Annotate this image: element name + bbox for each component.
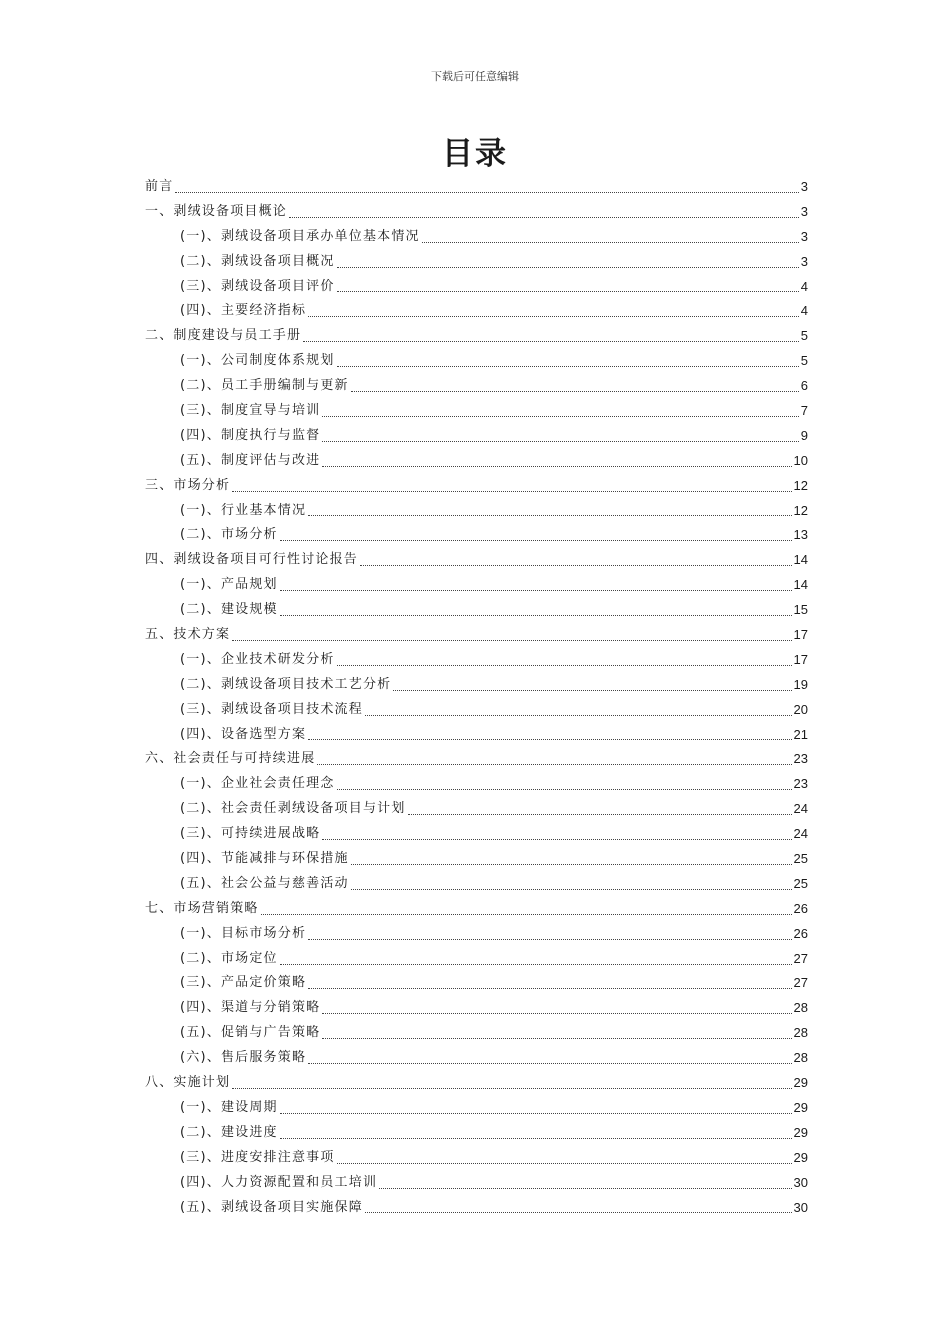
toc-entry-title: (一)、企业社会责任理念	[180, 776, 335, 792]
toc-page-number: 30	[793, 1199, 808, 1215]
toc-dot-leader	[289, 216, 799, 218]
toc-page-number: 12	[793, 477, 808, 493]
toc-entry[interactable]	[145, 548, 808, 573]
toc-dot-leader	[232, 1087, 791, 1089]
toc-page-number: 6	[800, 378, 808, 394]
toc-entry-title: (二)、剥绒设备项目概况	[180, 253, 335, 269]
toc-dot-leader	[379, 1187, 791, 1189]
toc-page-number: 26	[793, 900, 808, 916]
toc-entry-title: 五、技术方案	[145, 627, 231, 643]
toc-page-number: 29	[793, 1075, 808, 1091]
toc-page-number: 17	[793, 627, 808, 643]
toc-entry[interactable]	[145, 299, 808, 324]
toc-entry[interactable]	[145, 972, 808, 997]
toc-dot-leader	[303, 340, 799, 342]
toc-page-number: 15	[793, 602, 808, 618]
toc-dot-leader	[337, 365, 799, 367]
toc-entry[interactable]	[145, 1121, 808, 1146]
toc-entry[interactable]	[145, 598, 808, 623]
toc-entry[interactable]	[145, 897, 808, 922]
toc-entry-title: 前言	[145, 178, 174, 194]
toc-entry-title: 八、实施计划	[145, 1075, 231, 1091]
toc-dot-leader	[308, 315, 799, 317]
page-title: 目录	[442, 136, 508, 172]
toc-page-number: 9	[800, 427, 808, 443]
toc-dot-leader	[308, 1062, 791, 1064]
table-of-contents	[145, 175, 808, 1220]
toc-page-number: 3	[800, 203, 808, 219]
toc-dot-leader	[308, 514, 791, 516]
toc-entry-title: (二)、市场定位	[180, 950, 278, 966]
toc-page-number: 23	[793, 751, 808, 767]
toc-entry-title: (四)、设备选型方案	[180, 726, 307, 742]
toc-dot-leader	[175, 191, 798, 193]
toc-entry-title: (四)、渠道与分销策略	[180, 1000, 321, 1016]
toc-entry-title: (三)、可持续进展战略	[180, 826, 321, 842]
toc-entry[interactable]	[145, 673, 808, 698]
toc-entry-title: 七、市场营销策略	[145, 900, 259, 916]
toc-entry-title: (二)、建设规模	[180, 602, 278, 618]
toc-entry-title: (一)、公司制度体系规划	[180, 353, 335, 369]
toc-entry[interactable]	[145, 822, 808, 847]
toc-dot-leader	[317, 763, 791, 765]
toc-page-number: 3	[800, 253, 808, 269]
toc-dot-leader	[308, 987, 791, 989]
toc-entry-title: (一)、建设周期	[180, 1099, 278, 1115]
toc-entry[interactable]	[145, 200, 808, 225]
toc-entry[interactable]	[145, 698, 808, 723]
toc-dot-leader	[393, 689, 791, 691]
toc-entry[interactable]	[145, 1196, 808, 1221]
toc-entry-title: (六)、售后服务策略	[180, 1050, 307, 1066]
toc-entry-title: (二)、剥绒设备项目技术工艺分析	[180, 676, 392, 692]
toc-page-number: 24	[793, 801, 808, 817]
toc-dot-leader	[308, 738, 791, 740]
toc-entry-title: (二)、市场分析	[180, 527, 278, 543]
toc-dot-leader	[322, 415, 798, 417]
toc-dot-leader	[322, 465, 791, 467]
toc-page-number: 19	[793, 676, 808, 692]
toc-entry-title: (三)、制度宣导与培训	[180, 403, 321, 418]
toc-dot-leader	[365, 1211, 792, 1213]
toc-entry[interactable]	[145, 747, 808, 772]
toc-page-number: 3	[800, 228, 808, 244]
toc-page-number: 28	[793, 1000, 808, 1016]
toc-entry[interactable]	[145, 474, 808, 499]
toc-entry[interactable]	[145, 996, 808, 1021]
toc-page-number: 28	[793, 1025, 808, 1041]
toc-dot-leader	[337, 290, 799, 292]
toc-page-number: 29	[793, 1124, 808, 1140]
toc-entry[interactable]	[145, 1046, 808, 1071]
toc-entry-title: (四)、节能减排与环保措施	[180, 851, 349, 867]
toc-dot-leader	[360, 564, 792, 566]
toc-entry[interactable]	[145, 275, 808, 300]
toc-entry-title: (三)、产品定价策略	[180, 975, 307, 991]
toc-entry[interactable]	[145, 250, 808, 275]
toc-entry-title: (二)、社会责任剥绒设备项目与计划	[180, 801, 406, 817]
toc-entry-title: (五)、促销与广告策略	[180, 1025, 321, 1041]
toc-entry-title: (二)、员工手册编制与更新	[180, 378, 349, 394]
toc-entry-title: (五)、社会公益与慈善活动	[180, 875, 349, 891]
toc-entry[interactable]	[145, 374, 808, 399]
toc-entry[interactable]	[145, 175, 808, 200]
toc-page-number: 17	[793, 651, 808, 667]
toc-entry-title: (一)、行业基本情况	[180, 502, 307, 518]
toc-page-number: 24	[793, 826, 808, 842]
toc-dot-leader	[337, 266, 799, 268]
toc-entry-title: (一)、企业技术研发分析	[180, 651, 335, 667]
toc-dot-leader	[337, 788, 792, 790]
toc-entry-title: (三)、进度安排注意事项	[180, 1149, 335, 1165]
toc-page-number: 27	[793, 950, 808, 966]
toc-page-number: 26	[793, 925, 808, 941]
toc-dot-leader	[308, 938, 791, 940]
toc-page-number: 12	[793, 502, 808, 518]
toc-entry[interactable]	[145, 1171, 808, 1196]
toc-entry[interactable]	[145, 623, 808, 648]
toc-dot-leader	[351, 390, 799, 392]
toc-entry[interactable]	[145, 648, 808, 673]
toc-dot-leader	[280, 1137, 792, 1139]
toc-entry-title: (四)、人力资源配置和员工培训	[180, 1174, 378, 1190]
toc-page-number: 25	[793, 851, 808, 867]
toc-page-number: 5	[800, 328, 808, 344]
toc-entry-title: 三、市场分析	[145, 477, 231, 493]
toc-entry-title: (四)、主要经济指标	[180, 303, 307, 319]
toc-entry-title: (四)、制度执行与监督	[180, 427, 321, 443]
toc-entry[interactable]	[145, 399, 808, 424]
toc-dot-leader	[322, 440, 798, 442]
toc-dot-leader	[408, 813, 792, 815]
toc-entry[interactable]	[145, 922, 808, 947]
toc-dot-leader	[365, 714, 792, 716]
toc-page-number: 14	[793, 552, 808, 568]
toc-page-number: 29	[793, 1149, 808, 1165]
toc-dot-leader	[232, 490, 791, 492]
toc-dot-leader	[280, 539, 792, 541]
toc-page-number: 20	[793, 701, 808, 717]
toc-entry[interactable]	[145, 797, 808, 822]
toc-entry[interactable]	[145, 947, 808, 972]
toc-entry[interactable]	[145, 424, 808, 449]
toc-dot-leader	[280, 614, 792, 616]
toc-page-number: 3	[800, 178, 808, 194]
header-note: 下载后可任意编辑	[431, 70, 519, 83]
toc-entry[interactable]	[145, 847, 808, 872]
toc-entry-title: (三)、剥绒设备项目技术流程	[180, 701, 363, 717]
toc-entry-title: (三)、剥绒设备项目评价	[180, 278, 335, 294]
toc-entry[interactable]	[145, 449, 808, 474]
toc-page-number: 25	[793, 875, 808, 891]
toc-entry[interactable]	[145, 573, 808, 598]
toc-dot-leader	[422, 241, 799, 243]
toc-entry[interactable]	[145, 324, 808, 349]
toc-entry-title: (一)、目标市场分析	[180, 925, 307, 941]
toc-dot-leader	[322, 1012, 791, 1014]
toc-entry-title: 四、剥绒设备项目可行性讨论报告	[145, 552, 359, 568]
toc-page-number: 23	[793, 776, 808, 792]
toc-entry[interactable]	[145, 872, 808, 897]
toc-entry[interactable]	[145, 523, 808, 548]
toc-page-number: 5	[800, 353, 808, 369]
toc-dot-leader	[232, 639, 791, 641]
toc-page-number: 27	[793, 975, 808, 991]
toc-dot-leader	[280, 1112, 792, 1114]
toc-page-number: 4	[800, 278, 808, 294]
toc-entry-title: (五)、剥绒设备项目实施保障	[180, 1199, 363, 1215]
toc-entry-title: (五)、制度评估与改进	[180, 452, 321, 468]
toc-entry[interactable]	[145, 225, 808, 250]
toc-page-number: 30	[793, 1174, 808, 1190]
toc-entry-title: 二、制度建设与员工手册	[145, 328, 302, 344]
toc-dot-leader	[351, 863, 792, 865]
toc-dot-leader	[261, 913, 792, 915]
toc-entry-title: 一、剥绒设备项目概论	[145, 203, 288, 219]
toc-page-number: 14	[793, 577, 808, 593]
toc-dot-leader	[337, 1162, 792, 1164]
toc-dot-leader	[322, 838, 791, 840]
toc-page-number: 4	[800, 303, 808, 319]
toc-entry-title: (二)、建设进度	[180, 1124, 278, 1140]
toc-entry[interactable]	[145, 349, 808, 374]
toc-dot-leader	[351, 888, 792, 890]
toc-entry[interactable]	[145, 723, 808, 748]
toc-dot-leader	[280, 589, 792, 591]
toc-page-number: 13	[793, 527, 808, 543]
toc-page-number: 10	[793, 452, 808, 468]
toc-page-number: 21	[793, 726, 808, 742]
toc-entry-title: (一)、剥绒设备项目承办单位基本情况	[180, 228, 420, 244]
toc-page-number: 7	[800, 403, 808, 418]
toc-dot-leader	[337, 664, 792, 666]
toc-entry[interactable]	[145, 1146, 808, 1171]
toc-entry-title: (一)、产品规划	[180, 577, 278, 593]
toc-entry[interactable]	[145, 1071, 808, 1096]
toc-page-number: 28	[793, 1050, 808, 1066]
toc-entry[interactable]	[145, 772, 808, 797]
toc-entry[interactable]	[145, 499, 808, 524]
toc-entry-title: 六、社会责任与可持续进展	[145, 751, 316, 767]
toc-page-number: 29	[793, 1099, 808, 1115]
toc-entry[interactable]	[145, 1096, 808, 1121]
toc-entry[interactable]	[145, 1021, 808, 1046]
toc-dot-leader	[280, 963, 792, 965]
toc-dot-leader	[322, 1037, 791, 1039]
